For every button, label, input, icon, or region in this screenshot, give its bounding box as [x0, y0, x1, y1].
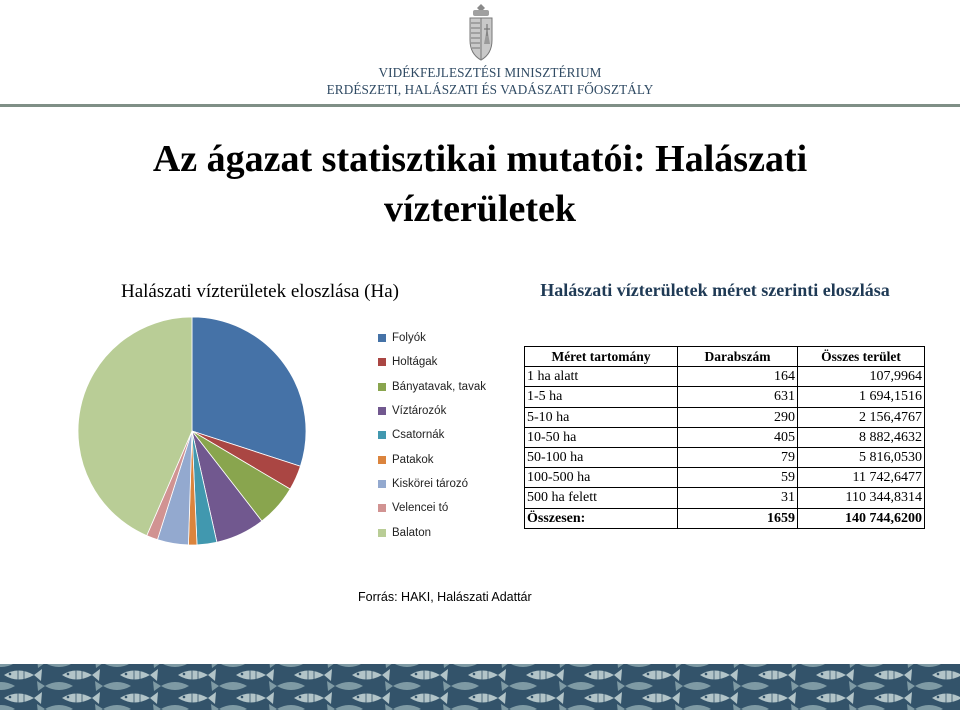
- table-cell-count: 631: [678, 387, 798, 407]
- header-divider: [0, 104, 960, 107]
- table-cell-count: 59: [678, 468, 798, 488]
- legend-label: Balaton: [392, 526, 432, 539]
- pie-chart-title: Halászati vízterületek eloszlása (Ha): [121, 281, 399, 302]
- pie-chart: [60, 300, 380, 560]
- table-cell-area: 107,9964: [798, 367, 925, 387]
- table-row: [525, 387, 925, 407]
- fish-pattern-band: [0, 664, 960, 710]
- legend-swatch: [378, 504, 386, 512]
- total-cell-area: 140 744,6200: [798, 508, 925, 528]
- table-header-row: [525, 347, 925, 367]
- slide-title: Az ágazat statisztikai mutatói: Halászati vízterületek: [152, 138, 808, 230]
- table-total-row: [525, 508, 925, 528]
- legend-swatch: [378, 529, 386, 537]
- column-header-range: Méret tartomány: [525, 347, 678, 367]
- size-distribution-table: [524, 346, 925, 529]
- legend-label: Folyók: [392, 332, 426, 345]
- legend-label: Patakok: [392, 453, 434, 466]
- legend-item: [378, 447, 486, 471]
- ministry-name: [320, 64, 660, 98]
- ministry-line-2: ERDÉSZETI, HALÁSZATI ÉS VADÁSZATI FŐOSZTÁLY: [326, 82, 654, 97]
- table-title: Halászati vízterületek méret szerinti eloszlása: [540, 280, 890, 300]
- ministry-line-1: VIDÉKFEJLESZTÉSI MINISZTÉRIUM: [378, 65, 602, 80]
- table-row: [525, 468, 925, 488]
- table-row: [525, 447, 925, 467]
- legend-label: Kiskörei tározó: [392, 477, 469, 490]
- legend-label: Velencei tó: [392, 502, 449, 515]
- table-cell-count: 405: [678, 427, 798, 447]
- legend-item: [378, 375, 486, 399]
- legend-item: [378, 423, 486, 447]
- table-cell-range: 5-10 ha: [525, 407, 678, 427]
- column-header-count: Darabszám: [678, 347, 798, 367]
- table-cell-range: 10-50 ha: [525, 427, 678, 447]
- legend-item: [378, 496, 486, 520]
- coat-of-arms-icon: [466, 4, 496, 62]
- legend-swatch: [378, 407, 386, 415]
- legend-label: Csatornák: [392, 429, 445, 442]
- table-cell-range: 50-100 ha: [525, 447, 678, 467]
- table-row: [525, 427, 925, 447]
- table-row: [525, 367, 925, 387]
- legend-item: [378, 326, 486, 350]
- legend-label: Bányatavak, tavak: [392, 380, 486, 393]
- table-cell-area: 8 882,4632: [798, 427, 925, 447]
- legend-item: [378, 350, 486, 374]
- legend-label: Víztározók: [392, 405, 447, 418]
- legend-swatch: [378, 383, 386, 391]
- table-cell-count: 79: [678, 447, 798, 467]
- table-cell-range: 500 ha felett: [525, 488, 678, 508]
- table-cell-area: 1 694,1516: [798, 387, 925, 407]
- table-cell-area: 11 742,6477: [798, 468, 925, 488]
- legend-item: [378, 472, 486, 496]
- table-cell-range: 1 ha alatt: [525, 367, 678, 387]
- total-cell-count: 1659: [678, 508, 798, 528]
- legend-label: Holtágak: [392, 356, 438, 369]
- legend-swatch: [378, 358, 386, 366]
- fish-pattern: [0, 664, 960, 710]
- source-note: Forrás: HAKI, Halászati Adattár: [358, 590, 532, 604]
- table-row: [525, 488, 925, 508]
- table-cell-area: 110 344,8314: [798, 488, 925, 508]
- table-cell-area: 2 156,4767: [798, 407, 925, 427]
- legend-item: [378, 399, 486, 423]
- legend-swatch: [378, 431, 386, 439]
- total-cell-range: Összesen:: [525, 508, 678, 528]
- table-cell-count: 164: [678, 367, 798, 387]
- table-cell-area: 5 816,0530: [798, 447, 925, 467]
- legend-swatch: [378, 334, 386, 342]
- table-cell-range: 100-500 ha: [525, 468, 678, 488]
- table-row: [525, 407, 925, 427]
- legend-swatch: [378, 456, 386, 464]
- legend-swatch: [378, 480, 386, 488]
- table-cell-count: 31: [678, 488, 798, 508]
- legend-item: [378, 520, 486, 544]
- pie-legend: [378, 326, 486, 545]
- table-cell-count: 290: [678, 407, 798, 427]
- header: [0, 0, 960, 106]
- column-header-area: Összes terület: [798, 347, 925, 367]
- table-cell-range: 1-5 ha: [525, 387, 678, 407]
